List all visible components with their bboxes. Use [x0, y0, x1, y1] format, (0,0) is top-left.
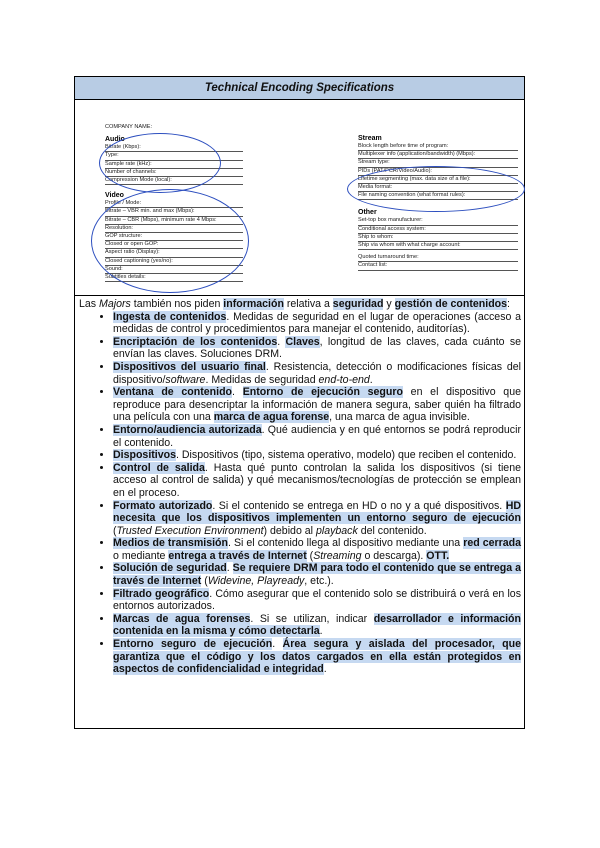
- stream-highlight-oval: [347, 166, 525, 212]
- video-field: Resolution:: [105, 225, 243, 233]
- security-requirements-text: [75, 295, 524, 676]
- other-field: Contact list:: [358, 262, 518, 270]
- stream-field: Multiplexer info (application/bandwidth) (Mbps):: [358, 151, 518, 159]
- video-field: Aspect ratio (Display):: [105, 249, 243, 257]
- other-field: Ship via whom with what charge account:: [358, 242, 518, 250]
- audio-field: Sample rate (kHz):: [105, 161, 243, 169]
- list-item: • Formato autorizado. Si el contenido se entrega en HD o no y a qué dispositivos. HD necesita que los dispositivos implementen un entorno seguro de ejecución (Trusted Execution Environment) debido al playback del contenido.: [113, 500, 521, 538]
- audio-field: Type:: [105, 152, 243, 160]
- video-field: Closed captioning (yes/no):: [105, 258, 243, 266]
- other-field: Ship to whom:: [358, 234, 518, 242]
- audio-field: Compression Mode (local):: [105, 177, 243, 185]
- other-field: Quoted turnaround time:: [358, 254, 518, 262]
- list-item: • Dispositivos. Dispositivos (tipo, sistema operativo, modelo) que reciben el contenido.: [113, 449, 521, 462]
- spec-form-image: [75, 100, 524, 296]
- list-item: • Entorno/audiencia autorizada. Qué audiencia y en qué entornos se podrá reproducir el contenido.: [113, 424, 521, 449]
- list-item: • Ventana de contenido. Entorno de ejecución seguro en el dispositivo que reproduce para desencriptar la información de manera segura, saber quién ha filtrado una película con una marca de agua forense, una marca de agua invisible.: [113, 386, 521, 424]
- spec-table: [74, 76, 525, 729]
- table-title: Technical Encoding Specifications: [75, 77, 524, 100]
- audio-field: Bitrate (Kbps):: [105, 144, 243, 152]
- video-heading: Video: [105, 192, 124, 200]
- audio-highlight-oval: [99, 133, 221, 193]
- list-item: • Control de salida. Hasta qué punto controlan la salida los dispositivos (si tiene acceso al control de salida) y qué mecanismos/tecnologías de protección se emplean en el proceso.: [113, 462, 521, 500]
- list-item: • Medios de transmisión. Si el contenido llega al dispositivo mediante una red cerrada o mediante entrega a través de Internet (Streaming o descarga). OTT.: [113, 537, 521, 562]
- video-field: Profile / Mode:: [105, 200, 243, 208]
- other-field: Set-top box manufacturer:: [358, 217, 518, 225]
- list-item: • Dispositivos del usuario final. Resistencia, detección o modificaciones físicas del dispositivo/software. Medidas de seguridad end-to-end.: [113, 361, 521, 386]
- stream-field: Media format:: [358, 184, 518, 192]
- list-item: • Marcas de agua forenses. Si se utilizan, indicar desarrollador e información contenida en la misma y cómo detectarla.: [113, 613, 521, 638]
- video-highlight-oval: [91, 189, 249, 293]
- list-item: • Solución de seguridad. Se requiere DRM para todo el contenido que se entrega a través de Internet (Widevine, Playready, etc.).: [113, 562, 521, 587]
- other-heading: Other: [358, 209, 377, 217]
- audio-heading: Audio: [105, 136, 125, 144]
- stream-field: Lifetime segmenting (max. data size of a file):: [358, 176, 518, 184]
- company-label: COMPANY NAME:: [105, 124, 153, 130]
- stream-field: PIDs (PAT/PCR/Video/Audio):: [358, 168, 518, 176]
- requirements-list: [79, 311, 521, 676]
- list-item: • Ingesta de contenidos. Medidas de seguridad en el lugar de operaciones (acceso a medidas de control y procedimientos para manejar el contenido, auditorías).: [113, 311, 521, 336]
- intro-paragraph: Las Majors también nos piden información relativa a seguridad y gestión de contenidos:: [79, 298, 510, 310]
- other-field: Conditional access system:: [358, 226, 518, 234]
- list-item: • Filtrado geográfico. Cómo asegurar que el contenido solo se distribuirá o verá en los entornos autorizados.: [113, 588, 521, 613]
- stream-field: Stream type:: [358, 159, 518, 167]
- video-field: Bitrate – CBR (Mbps), minimum rate 4 Mbps:: [105, 217, 243, 225]
- stream-heading: Stream: [358, 135, 382, 142]
- video-field: Subtitles details:: [105, 274, 243, 282]
- video-field: Bitrate – VBR min. and max (Mbps):: [105, 208, 243, 216]
- list-item: • Entorno seguro de ejecución. Área segura y aislada del procesador, que garantiza que el código y los datos cargados en ella están protegidos en aspectos de confidencialidad e integridad.: [113, 638, 521, 676]
- video-field: Sound:: [105, 266, 243, 274]
- stream-field: File naming convention (what format rules):: [358, 192, 518, 200]
- video-field: Closed or open GOP:: [105, 241, 243, 249]
- list-item: • Encriptación de los contenidos. Claves, longitud de las claves, cada cuánto se envían las claves. Soluciones DRM.: [113, 336, 521, 361]
- audio-field: Number of channels:: [105, 169, 243, 177]
- video-field: GOP structure:: [105, 233, 243, 241]
- stream-field: Block length before time of program:: [358, 143, 518, 151]
